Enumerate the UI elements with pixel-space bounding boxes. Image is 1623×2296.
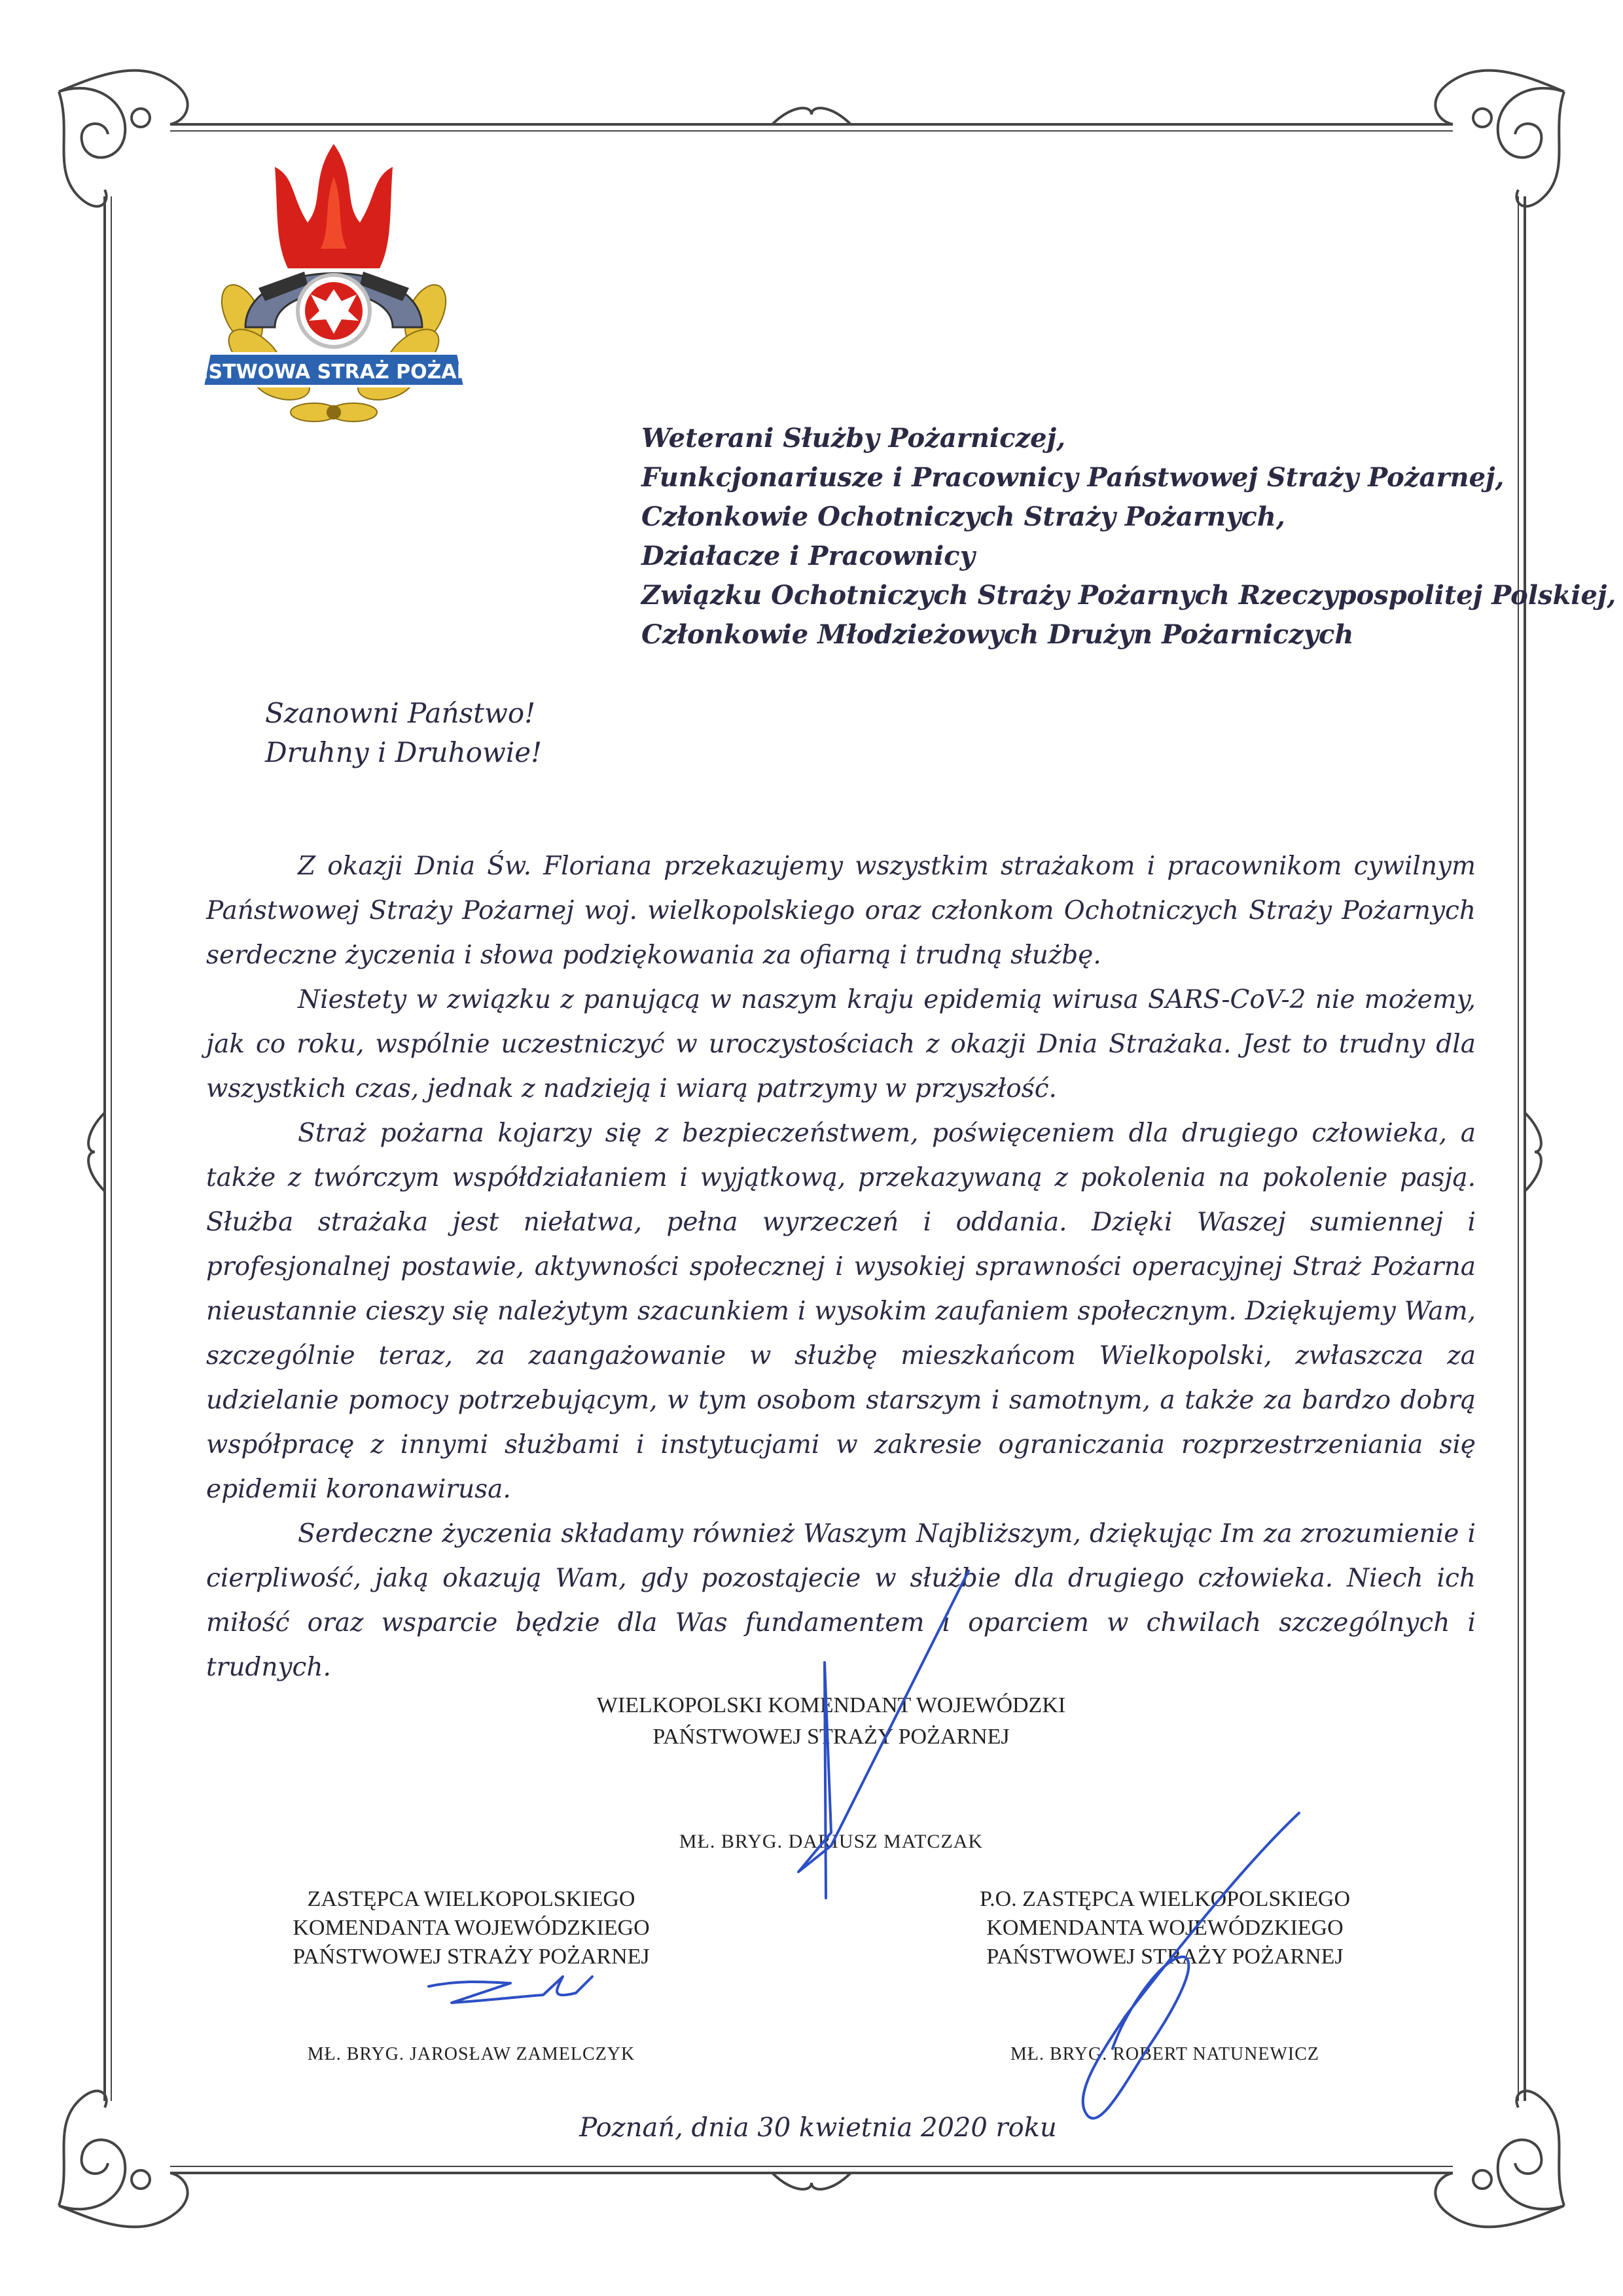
addressee-list: [641, 419, 1616, 655]
addressee-line: Weterani Służby Pożarniczej,: [641, 423, 1066, 454]
letter-body: [206, 844, 1476, 1690]
salutation: [265, 694, 854, 772]
addressee-line: Członkowie Ochotniczych Straży Pożarnych,: [641, 501, 1285, 532]
addressee-line: Członkowie Młodzieżowych Drużyn Pożarniczych: [641, 619, 1354, 650]
signatory-title: PAŃSTWOWEJ STRAŻY POŻARNEJ: [986, 1945, 1344, 1969]
bottom-flourish: [772, 2173, 851, 2189]
signatory-name: MŁ. BRYG. DARIUSZ MATCZAK: [679, 1831, 984, 1852]
body-paragraph: Serdeczne życzenia składamy również Waszym Najbliższym, dziękując Im za zrozumienie i cierpliwość, jaką okazują Wam, gdy pozostajecie w służbie dla drugiego człowieka. Niech ich miłość oraz wsparcie będzie dla Was fundamentem i oparciem w chwilach szczególnych i trudnych.: [206, 1519, 1476, 1682]
signatory-name: MŁ. BRYG. JAROSŁAW ZAMELCZYK: [307, 2044, 635, 2064]
signature-block-deputy-right: [903, 1885, 1427, 2069]
signatory-title: PAŃSTWOWEJ STRAŻY POŻARNEJ: [293, 1945, 650, 1969]
corner-ornament-bottom-left: [59, 2091, 188, 2227]
signature-block-commander: [537, 1690, 1126, 1857]
signatory-title: KOMENDANTA WOJEWÓDZKIEGO: [293, 1916, 650, 1940]
right-flourish: [1525, 1113, 1541, 1191]
body-paragraph: Z okazji Dnia Św. Floriana przekazujemy wszystkim strażakom i pracownikom cywilnym Państwowej Straży Pożarnej woj. wielkopolskiego oraz członkom Ochotniczych Straży Pożarnych serdeczne życzenia i słowa podziękowania za ofiarną i trudną służbę.: [206, 852, 1476, 970]
signatory-name: MŁ. BRYG. ROBERT NATUNEWICZ: [1010, 2044, 1320, 2064]
signature-block-deputy-left: [216, 1885, 726, 2069]
helmet-shield-icon: [245, 272, 422, 347]
body-paragraph: Niestety w związku z panującą w naszym kraju epidemią wirusa SARS-CoV-2 nie możemy, jak co roku, wspólnie uczestniczyć w uroczystościach z okazji Dnia Strażaka. Jest to trudny dla wszystkich czas, jednak z nadzieją i wiarą patrzymy w przyszłość.: [206, 985, 1476, 1103]
signatory-title: ZASTĘPCA WIELKOPOLSKIEGO: [307, 1887, 635, 1911]
signatory-title: WIELKOPOLSKI KOMENDANT WOJEWÓDZKI: [596, 1693, 1066, 1717]
flame-icon: [275, 144, 393, 268]
corner-ornament-top-right: [1435, 71, 1564, 207]
left-flourish: [88, 1113, 105, 1191]
signatory-title: KOMENDANTA WOJEWÓDZKIEGO: [986, 1916, 1344, 1940]
corner-ornament-bottom-right: [1435, 2091, 1564, 2227]
salutation-line: Druhny i Druhowie!: [265, 736, 543, 768]
salutation-line: Szanowni Państwo!: [265, 697, 536, 729]
signatory-title: PAŃSTWOWEJ STRAŻY POŻARNEJ: [652, 1725, 1010, 1749]
emblem-banner-text: PAŃSTWOWA STRAŻ POŻARNA: [164, 361, 504, 384]
banner: [164, 353, 504, 386]
top-flourish: [772, 108, 851, 124]
signatory-title: P.O. ZASTĘPCA WIELKOPOLSKIEGO: [979, 1887, 1351, 1911]
addressee-line: Działacze i Pracownicy: [641, 541, 975, 571]
place-and-date: Poznań, dnia 30 kwietnia 2020 roku: [579, 2113, 1057, 2143]
fire-service-emblem: [164, 137, 504, 445]
body-paragraph: Straż pożarna kojarzy się z bezpieczeństwem, poświęceniem dla drugiego człowieka, a także z twórczym współdziałaniem i wyjątkową, przekazywaną z pokolenia na pokolenie pasją. Służba strażaka jest niełatwa, pełna wyrzeczeń i oddania. Dzięki Waszej sumiennej i profesjonalnej postawie, aktywności społecznej i wysokiej sprawności operacyjnej Straż Pożarna nieustannie cieszy się należytym szacunkiem i wysokim zaufaniem społecznym. Dziękujemy Wam, szczególnie teraz, za zaangażowanie w służbę mieszkańcom Wielkopolski, zwłaszcza za udzielanie pomocy potrzebującym, w tym osobom starszym i samotnym, a także za bardzo dobrą współpracę z innymi służbami i instytucjami w zakresie ograniczania rozprzestrzeniania się epidemii koronawirusa.: [206, 1119, 1476, 1504]
addressee-line: Związku Ochotniczych Straży Pożarnych Rzeczypospolitej Polskiej,: [641, 580, 1616, 611]
addressee-line: Funkcjonariusze i Pracownicy Państwowej Straży Pożarnej,: [641, 462, 1505, 493]
corner-ornament-top-left: [59, 71, 188, 207]
